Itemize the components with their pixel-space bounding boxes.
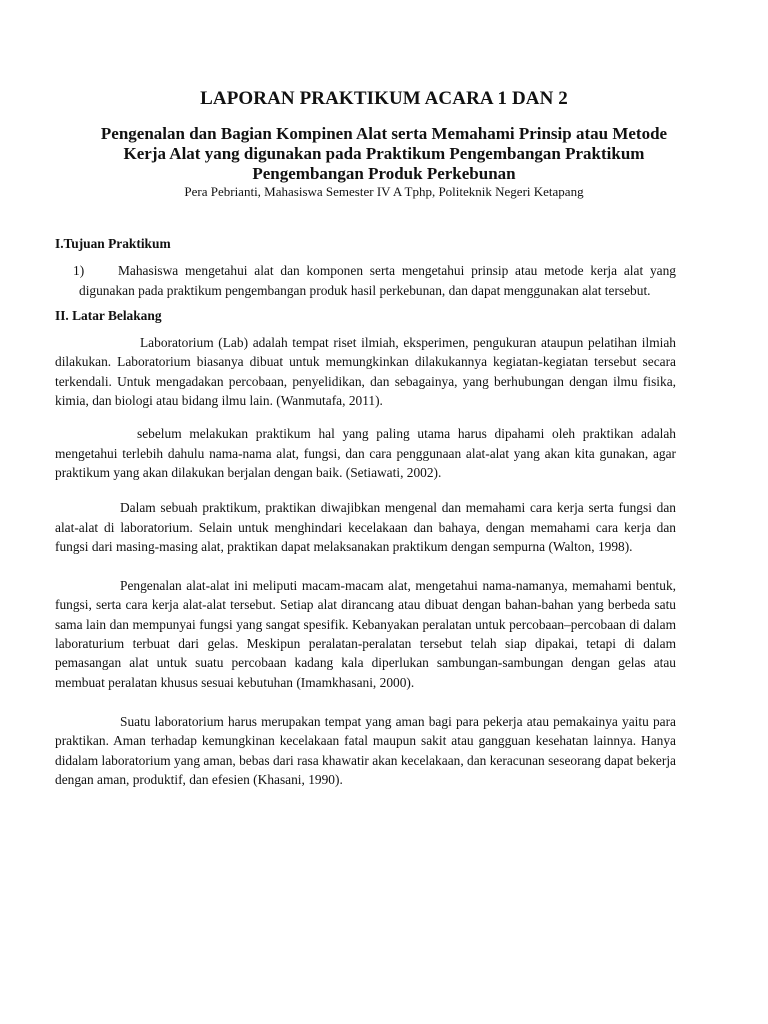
paragraph-4: Pengenalan alat-alat ini meliputi macam-macam alat, mengetahui nama-namanya, memahami bentuk, fungsi, serta cara kerja alat-alat tersebut. Setiap alat dirancang atau dibuat dengan bahan-bahan yang berbeda satu sama lain dan mempunyai fungsi yang sangat spesifik. Kebanyakan peralatan untuk percobaan–percobaan di dalam laboraturium terbuat dari gelas. Meskipun peralatan-peralatan tersebut telah siap dipakai, tetapi di dalam pemasangan alat untuk suatu percobaan kadang kala diperlukan sambungan-sambungan dengan gelas atau membuat peralatan khusus sesuai kebutuhan (Imamkhasani, 2000). <box>55 578 676 690</box>
section-heading-latar-belakang: II. Latar Belakang <box>55 307 162 323</box>
objective-number: 1) <box>73 263 85 279</box>
objective-text: Mahasiswa mengetahui alat dan komponen serta mengetahui prinsip atau metode kerja alat yang digunakan pada praktikum pengembangan produk hasil perkebunan, dan dapat menggunakan alat tersebut. <box>79 263 676 298</box>
section-heading-tujuan: I.Tujuan Praktikum <box>55 236 171 251</box>
paragraph-3: Dalam sebuah praktikum, praktikan diwajibkan mengenal dan memahami cara kerja serta fungsi dan alat-alat di laboratorium. Selain untuk menghindari kecelakaan dan bahaya, dengan memahami cara kerja dan fungsi dari masing-masing alat, praktikan dapat melaksanakan praktikum dengan sempurna (Walton, 1998). <box>55 500 676 554</box>
document-subtitle: Pengenalan dan Bagian Kompinen Alat serta Memahami Prinsip atau Metode Kerja Alat yang digunakan pada Praktikum Pengembangan Praktikum Pengembangan Produk Perkebunan <box>100 124 668 183</box>
objective-item <box>55 261 676 300</box>
paragraph-5: Suatu laboratorium harus merupakan tempat yang aman bagi para pekerja atau pemakainya yaitu para praktikan. Aman terhadap kemungkinan kecelakaan fatal maupun sakit atau gangguan kesehatan lainnya. Hanya didalam laboratorium yang aman, bebas dari rasa khawatir akan kecelakaan, dan keracunan seseorang dapat bekerja dengan aman, produktif, dan efesien (Khasani, 1990). <box>55 713 676 787</box>
author-line: Pera Pebrianti, Mahasiswa Semester IV A Tphp, Politeknik Negeri Ketapang <box>184 184 584 199</box>
document-title: LAPORAN PRAKTIKUM ACARA 1 DAN 2 <box>200 88 568 109</box>
document-body <box>55 234 676 789</box>
paragraph-2: sebelum melakukan praktikum hal yang paling utama harus dipahami oleh praktikan adalah mengetahui terlebih dahulu nama-nama alat, fungsi, dan cara penggunaan alat-alat yang akan kita gunakan, agar praktikum yang akan dilakukan berjalan dengan baik. (Setiawati, 2002). <box>55 426 676 480</box>
paragraph-1: Laboratorium (Lab) adalah tempat riset ilmiah, eksperimen, pengukuran ataupun pelatihan ilmiah dilakukan. Laboratorium biasanya dibuat untuk memungkinkan dilakukannya kegiatan-kegiatan tersebut secara terkendali. Untuk mengadakan percobaan, penyelidikan, dan sebagainya, yang berhubungan dengan ilmu fisika, kimia, dan biologi atau bidang ilmu lain. (Wanmutafa, 2011). <box>55 335 676 409</box>
